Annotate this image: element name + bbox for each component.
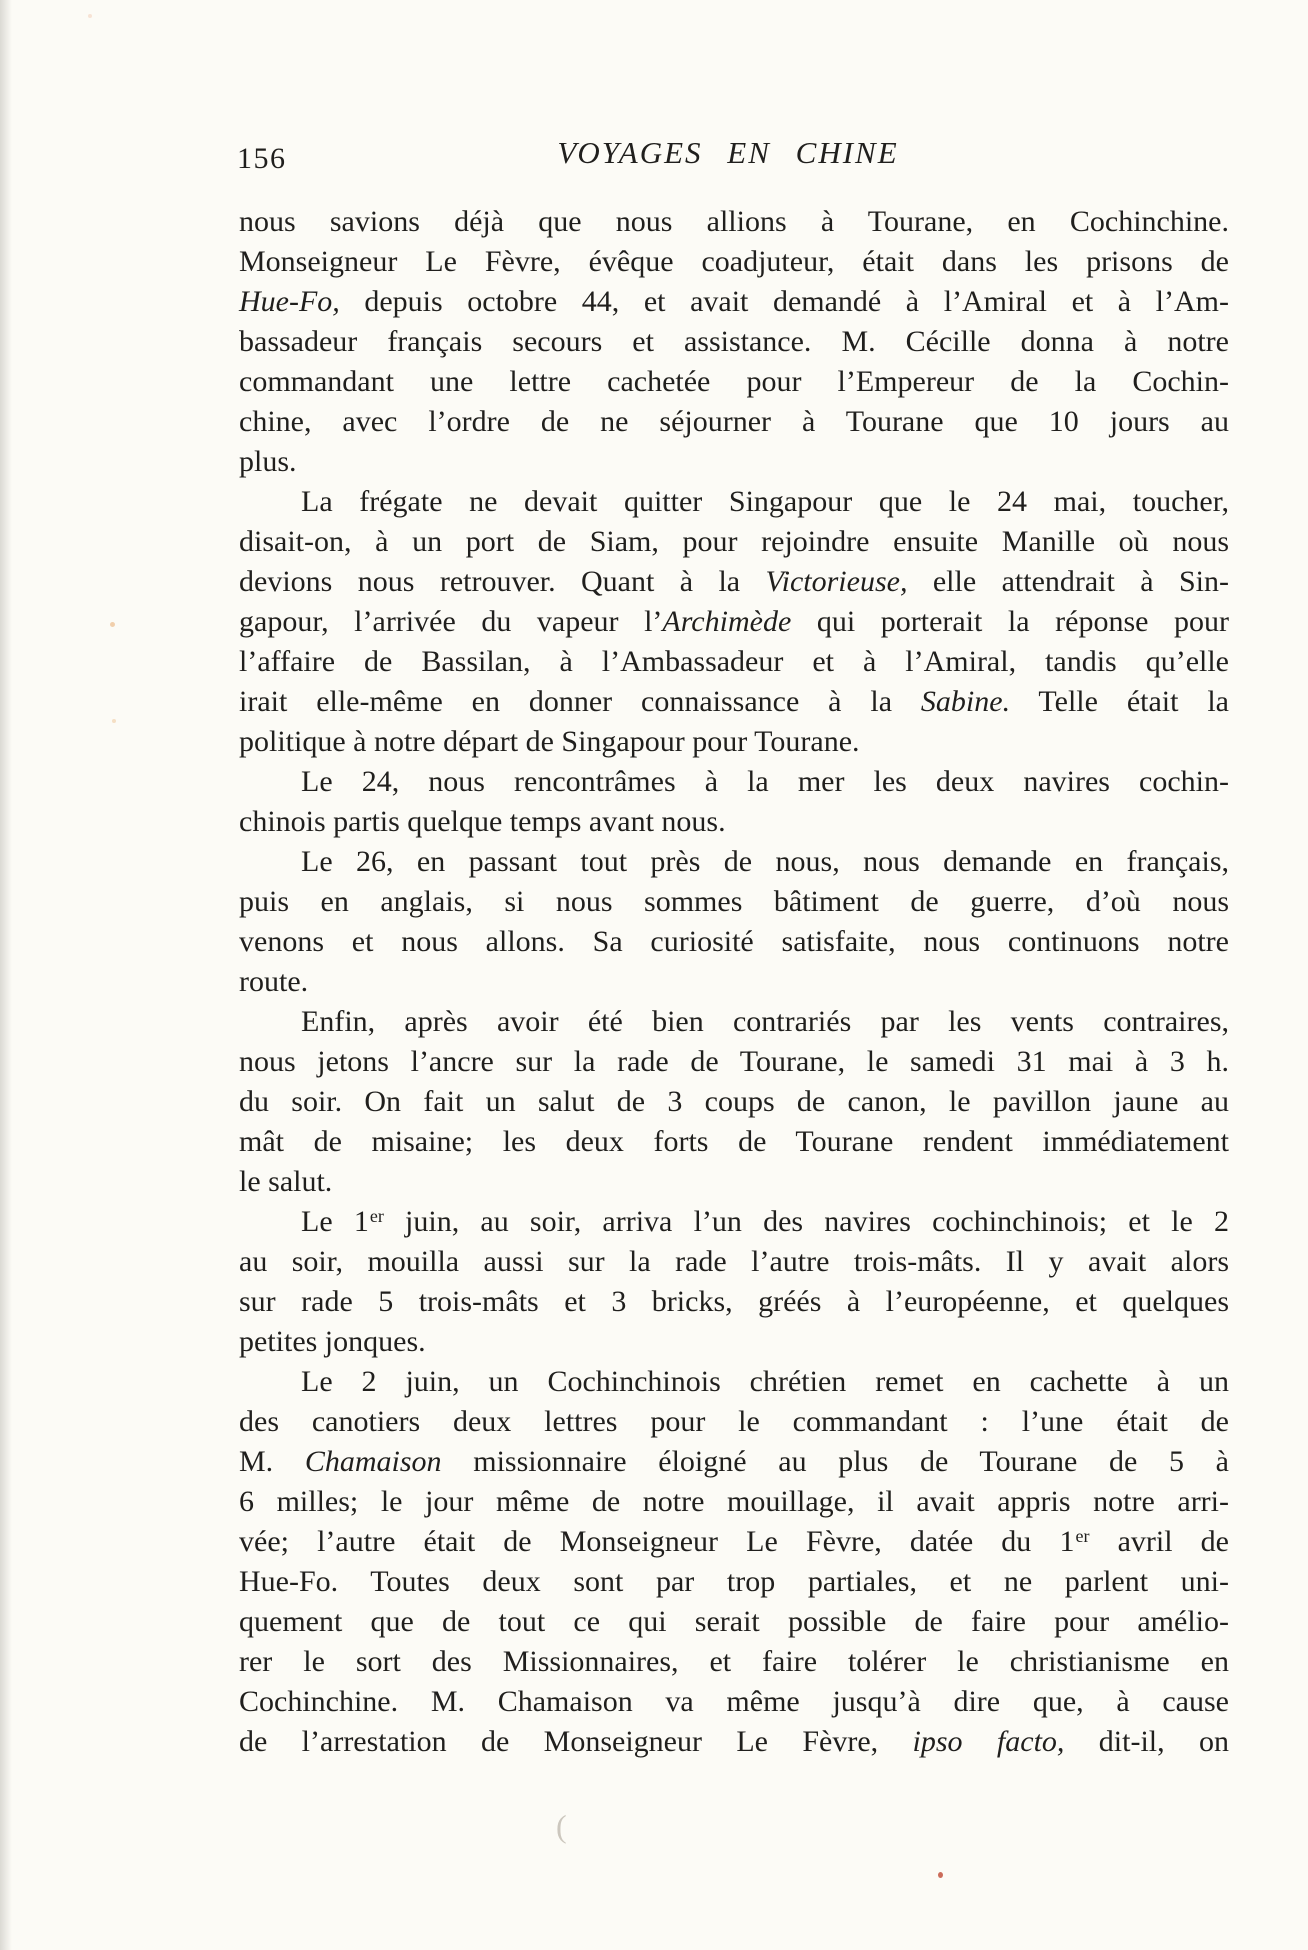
text-line: plus. bbox=[239, 445, 297, 478]
text-line: petites jonques. bbox=[239, 1325, 426, 1358]
text-line: rer le sort des Missionnaires, et faire tolérer le christianisme en bbox=[239, 1645, 1229, 1678]
text-line: mât de misaine; les deux forts de Tourane rendent immédiatement bbox=[239, 1125, 1229, 1158]
text-line: Monseigneur Le Fèvre, évêque coadjuteur, était dans les prisons de bbox=[239, 245, 1229, 278]
text-line: La frégate ne devait quitter Singapour que le 24 mai, toucher, bbox=[301, 485, 1229, 518]
text-line: chine, avec l’ordre de ne séjourner à Tourane que 10 jours au bbox=[239, 405, 1229, 438]
text-line: des canotiers deux lettres pour le commandant : l’une était de bbox=[239, 1405, 1229, 1438]
scan-artifact-speck bbox=[88, 14, 92, 18]
text-line: gapour, l’arrivée du vapeur l’Archimède qui porterait la réponse pour bbox=[239, 605, 1230, 638]
text-line: Hue-Fo, depuis octobre 44, et avait demandé à l’Amiral et à l’Am- bbox=[239, 285, 1229, 318]
text-line: au soir, mouilla aussi sur la rade l’autre trois-mâts. Il y avait alors bbox=[239, 1245, 1229, 1278]
text-line: Le 24, nous rencontrâmes à la mer les deux navires cochin- bbox=[301, 765, 1229, 798]
text-line: devions nous retrouver. Quant à la Victorieuse, elle attendrait à Sin- bbox=[239, 565, 1230, 598]
text-line: Enfin, après avoir été bien contrariés par les vents contraires, bbox=[301, 1005, 1229, 1038]
text-line: puis en anglais, si nous sommes bâtiment de guerre, d’où nous bbox=[239, 885, 1229, 918]
text-line: vée; l’autre était de Monseigneur Le Fèvre, datée du 1er avril de bbox=[239, 1525, 1229, 1558]
text-line: Le 1er juin, au soir, arriva l’un des navires cochinchinois; et le 2 bbox=[301, 1205, 1229, 1238]
text-line: disait-on, à un port de Siam, pour rejoindre ensuite Manille où nous bbox=[239, 525, 1229, 558]
running-title: VOYAGES EN CHINE bbox=[557, 135, 899, 170]
scan-artifact-speck bbox=[938, 1872, 943, 1878]
text-line: l’affaire de Bassilan, à l’Ambassadeur et à l’Amiral, tandis qu’elle bbox=[239, 645, 1229, 678]
page-number: 156 bbox=[237, 142, 287, 175]
text-line: de l’arrestation de Monseigneur Le Fèvre, ipso facto, dit-il, on bbox=[239, 1725, 1229, 1758]
text-line: M. Chamaison missionnaire éloigné au plus de Tourane de 5 à bbox=[239, 1445, 1229, 1478]
text-line: 6 milles; le jour même de notre mouillage, il avait appris notre arri- bbox=[239, 1485, 1229, 1518]
text-line: du soir. On fait un salut de 3 coups de canon, le pavillon jaune au bbox=[239, 1085, 1229, 1118]
text-line: quement que de tout ce qui serait possible de faire pour amélio- bbox=[239, 1605, 1229, 1638]
scan-artifact-speck bbox=[112, 719, 116, 723]
text-line: Cochinchine. M. Chamaison va même jusqu’à dire que, à cause bbox=[239, 1685, 1229, 1718]
text-line: nous savions déjà que nous allions à Tourane, en Cochinchine. bbox=[239, 205, 1229, 238]
text-block bbox=[239, 202, 1229, 1762]
text-line: Le 2 juin, un Cochinchinois chrétien remet en cachette à un bbox=[301, 1365, 1229, 1398]
text-line: route. bbox=[239, 965, 309, 998]
scan-artifact-paren: ( bbox=[556, 1808, 567, 1844]
text-line: sur rade 5 trois-mâts et 3 bricks, gréés à l’européenne, et quelques bbox=[239, 1285, 1229, 1318]
page-edge-shadow bbox=[0, 0, 12, 1950]
text-line: Le 26, en passant tout près de nous, nous demande en français, bbox=[301, 845, 1229, 878]
text-line: venons et nous allons. Sa curiosité satisfaite, nous continuons notre bbox=[239, 925, 1229, 958]
text-line: nous jetons l’ancre sur la rade de Tourane, le samedi 31 mai à 3 h. bbox=[239, 1045, 1229, 1078]
text-line: bassadeur français secours et assistance. M. Cécille donna à notre bbox=[239, 325, 1229, 358]
text-line: le salut. bbox=[239, 1165, 333, 1198]
text-line: commandant une lettre cachetée pour l’Empereur de la Cochin- bbox=[239, 365, 1229, 398]
text-line: Hue-Fo. Toutes deux sont par trop partiales, et ne parlent uni- bbox=[239, 1565, 1229, 1598]
scan-artifact-speck bbox=[110, 622, 115, 627]
text-line: politique à notre départ de Singapour pour Tourane. bbox=[239, 725, 860, 758]
text-line: irait elle-même en donner connaissance à la Sabine. Telle était la bbox=[239, 685, 1229, 718]
text-line: chinois partis quelque temps avant nous. bbox=[239, 805, 726, 838]
